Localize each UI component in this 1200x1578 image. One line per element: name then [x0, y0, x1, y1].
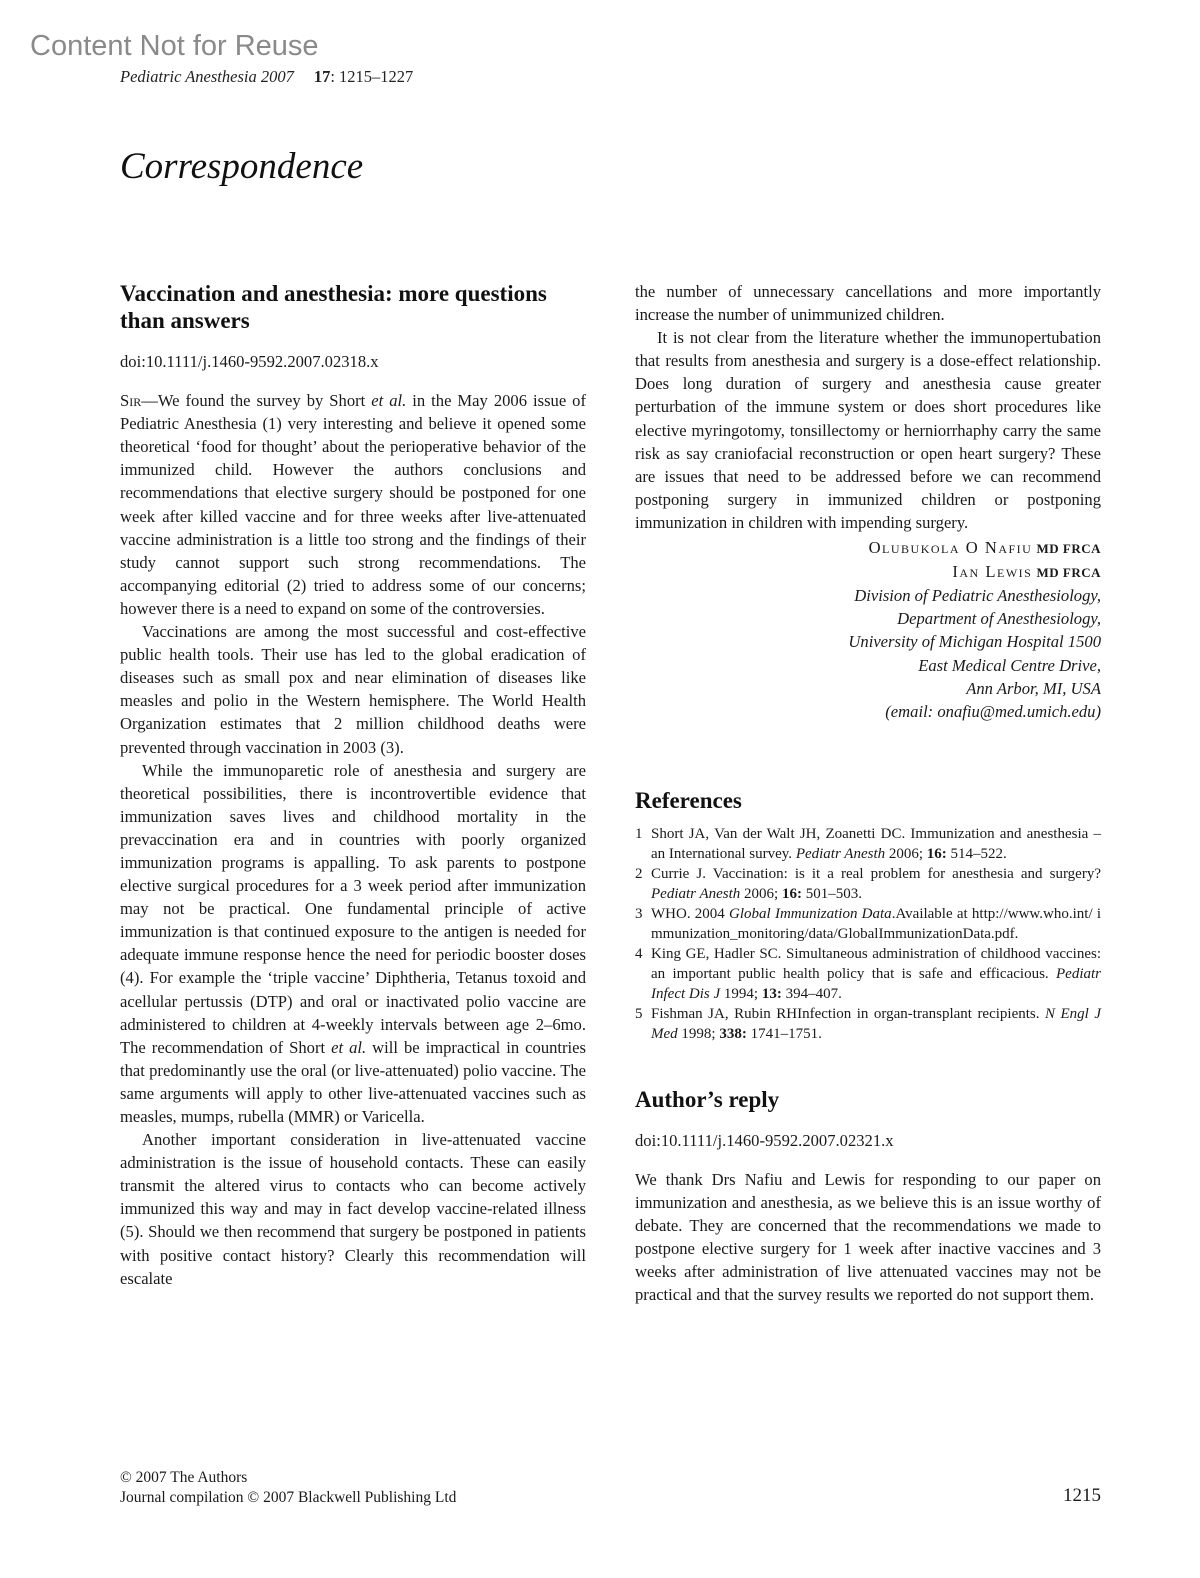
paragraph-1-text-b: in the May 2006 issue of Pediatric Anesthesia (1) very interesting and believe it opened some theoretical ‘food for thought’ about the perioperative behavior of the immunized child. However the authors conclusions and recommendations that elective surgery should be postponed for one week after killed vaccine and for three weeks after live-attenuated vaccine administration is a little too strong and the findings of their study cannot support such strong recommendations. The accompanying editorial (2) tried to address some of our concerns; however there is a need to expand on some of the controversies.: [120, 391, 587, 618]
page-number: 1215: [1063, 1485, 1101, 1506]
ref-journal: Global Immunization Data: [729, 905, 892, 922]
ref-journal: N Engl J Med: [651, 1005, 1101, 1042]
reference-text: [651, 824, 1101, 864]
right-column: [635, 280, 1101, 1306]
affiliation-line: Ann Arbor, MI, USA: [966, 678, 1101, 698]
author-degrees: MD FRCA: [1036, 565, 1101, 581]
reference-item: [635, 824, 1101, 864]
reference-number: 1: [635, 825, 643, 842]
reference-item: [635, 944, 1101, 1004]
reference-number: 2: [635, 865, 643, 882]
running-head: [120, 67, 413, 87]
ref-authors-title: Short JA, Van der Walt JH, Zoanetti DC. Immunization and anesthesia – an International survey.: [651, 825, 1101, 862]
ref-volume: 16:: [926, 845, 947, 862]
et-al: et al.: [371, 391, 407, 411]
reference-item: [635, 1004, 1101, 1044]
ref-year: 1994;: [720, 985, 762, 1002]
ref-year: 2006;: [740, 885, 782, 902]
reply-doi: doi:10.1111/j.1460-9592.2007.02321.x: [635, 1130, 894, 1150]
left-column: [120, 280, 586, 1290]
ref-pages: 394–407.: [781, 985, 842, 1002]
ref-pages: 501–503.: [801, 885, 862, 902]
ref-journal: Pediatr Anesth: [795, 845, 886, 862]
journal-name: Pediatric Anesthesia 2007: [120, 67, 294, 86]
author-degrees: MD FRCA: [1036, 541, 1101, 557]
ref-volume: 338:: [719, 1025, 747, 1042]
affiliation-line: East Medical Centre Drive,: [918, 655, 1101, 675]
ref-year: 1998;: [677, 1025, 720, 1042]
reference-text: [651, 904, 1101, 944]
et-al: et al.: [331, 1037, 367, 1057]
page-range: : 1215–1227: [330, 67, 414, 86]
author-1: [635, 536, 1101, 560]
author-name: Ian Lewis: [952, 562, 1033, 582]
section-title: Correspondence: [120, 146, 364, 187]
affiliation-line: Department of Anesthesiology,: [897, 609, 1101, 629]
ref-authors-title: WHO. 2004: [651, 905, 730, 922]
footer-copyright: [120, 1468, 456, 1508]
paragraph-5: the number of unnecessary cancellations and more importantly increase the number of unimmunized children.: [635, 282, 1101, 325]
copyright-line: © 2007 The Authors: [120, 1469, 248, 1486]
author-block: [635, 536, 1101, 723]
reference-number: 5: [635, 1005, 643, 1022]
affiliation-line: Division of Pediatric Anesthesiology,: [854, 586, 1101, 606]
ref-volume: 16:: [781, 885, 802, 902]
ref-authors-title: Fishman JA, Rubin RHInfection in organ-transplant recipients.: [651, 1005, 1045, 1022]
paragraph-2: Vaccinations are among the most successful and cost-effective public health tools. Their use has led to the global eradication of diseases such as small pox and near elimination of diseases like measles and polio in the Western hemisphere. The World Health Organization estimates that 2 million childhood deaths were prevented through vaccination in 2003 (3).: [120, 622, 586, 757]
reference-number: 3: [635, 905, 643, 922]
paragraph-3-text-b: will be impractical in countries that predominantly use the oral (or live-attenuated) polio vaccine. The same arguments will apply to other live-attenuated vaccines such as measles, mumps, rubella (MMR) or Varicella.: [120, 1037, 586, 1126]
watermark: Content Not for Reuse: [30, 30, 319, 62]
reference-list: [635, 824, 1101, 1044]
reference-item: [635, 864, 1101, 904]
compilation-line: Journal compilation © 2007 Blackwell Publishing Ltd: [120, 1489, 457, 1506]
ref-url: .Available at http://www.who.int/ immunization_monitoring/data/GlobalImmunizationData.pdf.: [651, 905, 1102, 942]
ref-pages: 514–522.: [946, 845, 1007, 862]
volume: 17: [313, 67, 331, 86]
ref-journal: Pediatr Infect Dis J: [651, 965, 1101, 1002]
paragraph-6: It is not clear from the literature whether the immunopertubation that results from anesthesia and surgery is a dose-effect relationship. Does long duration of surgery and anesthesia cause greater perturbation of the immune system or does short procedures like elective myringotomy, tonsillectomy or herniorrhaphy carry the same risk as say craniofacial reconstruction or open heart surgery? These are issues that need to be addressed before we can recommend postponing surgery in immunized children or postponing immunization in children with impending surgery.: [635, 328, 1101, 532]
ref-journal: Pediatr Anesth: [651, 885, 741, 902]
paragraph-1-text-a: —We found the survey by Short: [141, 391, 372, 411]
article-doi: doi:10.1111/j.1460-9592.2007.02318.x: [120, 352, 379, 371]
reply-title: Author’s reply: [635, 1086, 780, 1112]
ref-volume: 13:: [761, 985, 782, 1002]
author-email: (email: onafiu@med.umich.edu): [885, 701, 1101, 721]
references-title: References: [635, 787, 742, 813]
paragraph-4: Another important consideration in live-attenuated vaccine administration is the issue of household contacts. These can easily transmit the altered virus to contacts who can become actively immunized this way and may in fact develop vaccine-related illness (5). Should we then recommend that surgery be postponed in patients with positive contact history? Clearly this recommendation will escalate: [120, 1130, 586, 1288]
reference-number: 4: [635, 945, 643, 962]
author-2: [635, 560, 1101, 584]
ref-authors-title: Currie J. Vaccination: is it a real problem for anesthesia and surgery?: [651, 865, 1101, 882]
paragraph-3-text-a: While the immunoparetic role of anesthesia and surgery are theoretical possibilities, there is incontrovertible evidence that immunization saves lives and childhood mortality in the prevaccination era and in countries with poorly organized immunization programs is appalling. To ask parents to postpone elective surgical procedures for a 3 week period after immunization may not be practical. One fundamental principle of active immunization is that continued exposure to the antigen is needed for adequate immune response hence the need for periodic booster doses (4). For example the ‘triple vaccine’ Diphtheria, Tetanus toxoid and acellular pertussis (DTP) and oral or inactivated polio vaccine are administered to children at 4-weekly intervals between age 2–6mo. The recommendation of Short: [120, 760, 586, 1057]
paragraph-1: [120, 389, 586, 620]
ref-pages: 1741–1751.: [746, 1025, 822, 1042]
ref-year: 2006;: [885, 845, 927, 862]
reply-paragraph-1: We thank Drs Nafiu and Lewis for responding to our paper on immunization and anesthesia, as we believe this is an issue worthy of debate. They are concerned that the recommendations we made to postpone elective surgery for 1 week after inactive vaccines and 3 weeks after administration of live attenuated vaccines may not be practical and that the survey results we reported do not support them.: [635, 1169, 1101, 1305]
article-title: Vaccination and anesthesia: more questions than answers: [120, 281, 547, 333]
reference-text: [651, 864, 1101, 904]
reference-text: [651, 944, 1101, 1004]
affiliation-line: University of Michigan Hospital 1500: [848, 632, 1101, 652]
reference-item: [635, 904, 1101, 944]
author-name: Olubukola O Nafiu: [868, 538, 1033, 558]
reference-text: [651, 1004, 1101, 1044]
ref-authors-title: King GE, Hadler SC. Simultaneous administration of childhood vaccines: an important public health policy that is safe and efficacious.: [651, 945, 1101, 982]
salutation: Sir: [120, 391, 142, 411]
paragraph-3: [120, 759, 586, 1129]
